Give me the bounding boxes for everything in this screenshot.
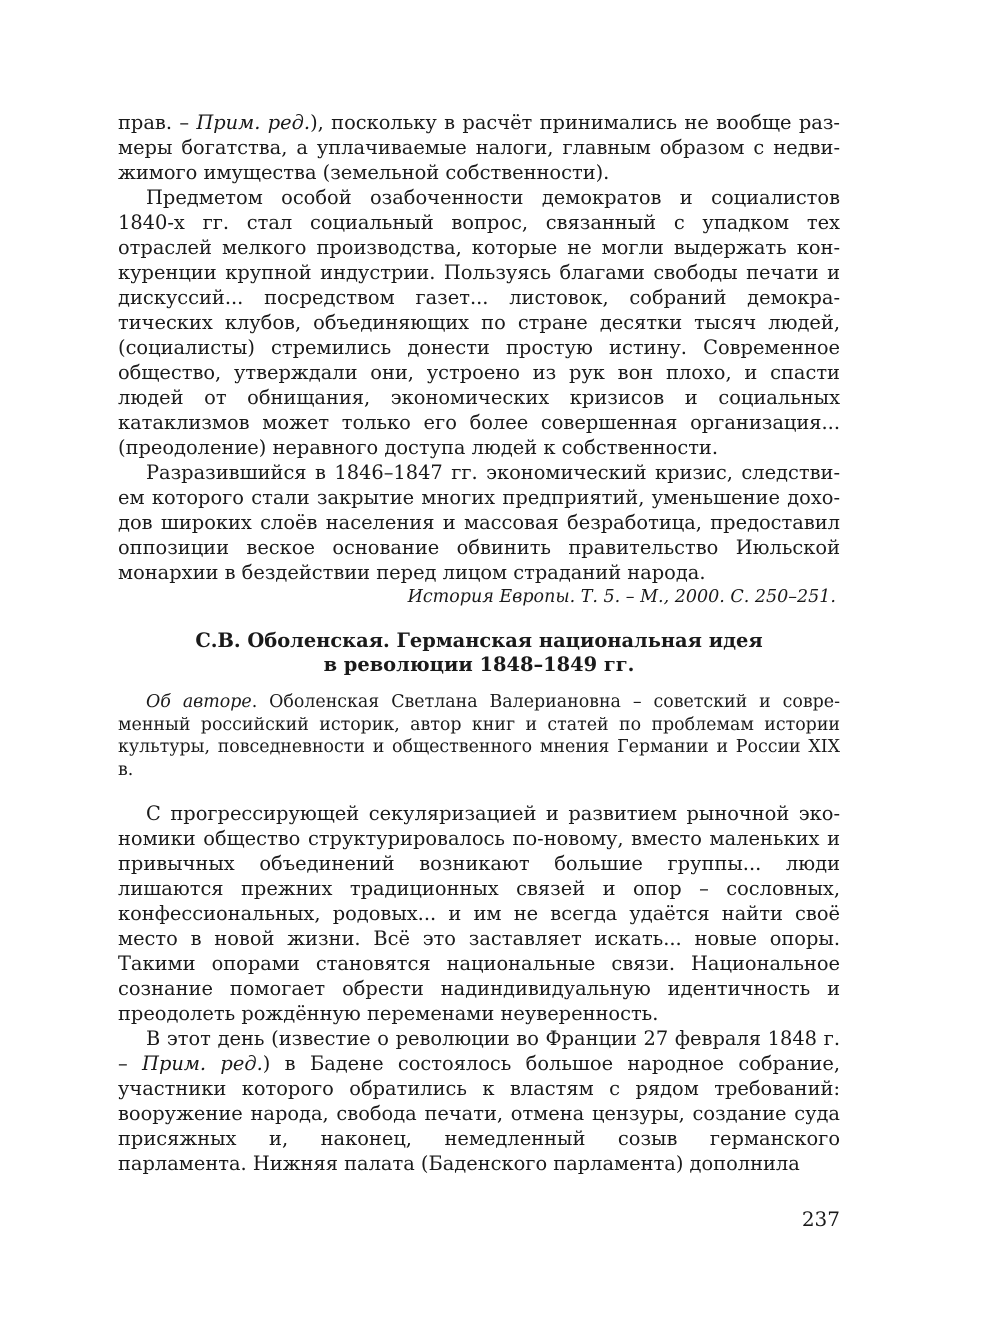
paragraph-text: В этот день (известие о революции во Франции 27 февраля 1848 г. –: [118, 1027, 840, 1075]
paragraph-social-question: Предметом особой озабоченности демократов и социалистов 1840-х гг. стал социальный вопрос, связанный с упадком тех отраслей мелкого производства, которые не могли выдержать конкуренции крупной индустрии. Пользуясь благами свободы печати и дискуссий... посредством газет... листовок, собраний демократических клубов, объединяющих по стране десятки тысяч людей, (социалисты) стремились донести простую истину. Современное общество, утверждали они, устроено из рук вон плохо, и спасти людей от обнищания, экономических кризисов и социальных катаклизмов может только его более совершенная организация... (преодоление) неравного доступа людей к собственности.: [118, 186, 840, 459]
page-content: [118, 110, 840, 1176]
paragraph-text: прав. –: [118, 111, 197, 134]
section-title-line: в революции 1848–1849 гг.: [323, 653, 635, 676]
about-author-label: Об авторе: [146, 692, 252, 712]
page-number: 237: [801, 1207, 840, 1231]
spacer: [118, 781, 840, 801]
source-citation: История Европы. Т. 5. – М., 2000. С. 250–251.: [407, 587, 836, 607]
paragraph-baden-assembly: [118, 1026, 840, 1176]
about-author: [118, 691, 840, 781]
editor-note: Прим. ред.: [196, 111, 311, 134]
paragraph-economic-crisis: Разразившийся в 1846–1847 гг. экономический кризис, следствием которого стали закрытие многих предприятий, уменьшение доходов широких слоёв населения и массовая безработица, предоставил оппозиции веское основание обвинить правительство Июльской монархии в бездействии перед лицом страданий народа.: [118, 461, 840, 584]
section-title-line: С.В. Оболенская. Германская национальная идея: [195, 629, 763, 652]
section-title: [118, 629, 840, 677]
paragraph-continuation: [118, 110, 840, 185]
paragraph-secularization: С прогрессирующей секуляризацией и развитием рыночной экономики общество структурировалось по-новому, вместо маленьких и привычных объединений возникают большие группы... люди лишаются прежних традиционных связей и опор – сословных, конфессиональных, родовых... и им не всегда удаётся найти своё место в новой жизни. Всё это заставляет искать... новые опоры. Такими опорами становятся национальные связи. Национальное сознание помогает обрести надиндивидуальную идентичность и преодолеть рождённую переменами неуверенность.: [118, 802, 840, 1025]
editor-note: Прим. ред.: [142, 1052, 263, 1075]
paragraph-text: ), поскольку в расчёт принимались не вообще размеры богатства, а уплачиваемые налоги, главным образом с недвижимого имущества (земельной собственности).: [118, 111, 840, 184]
paragraph-text: ) в Бадене состоялось большое народное собрание, участники которого обратились к властям с рядом требований: вооружение народа, свобода печати, отмена цензуры, создание суда присяжных и, наконец, немедленный созыв германского парламента. Нижняя палата (Баденского парламента) дополнила: [118, 1052, 841, 1175]
about-author-text: . Оболенская Светлана Валериановна – советский и современный российский историк, автор книг и статей по проблемам истории культуры, повседневности и общественного мнения Германии и России XIX в.: [118, 692, 840, 780]
